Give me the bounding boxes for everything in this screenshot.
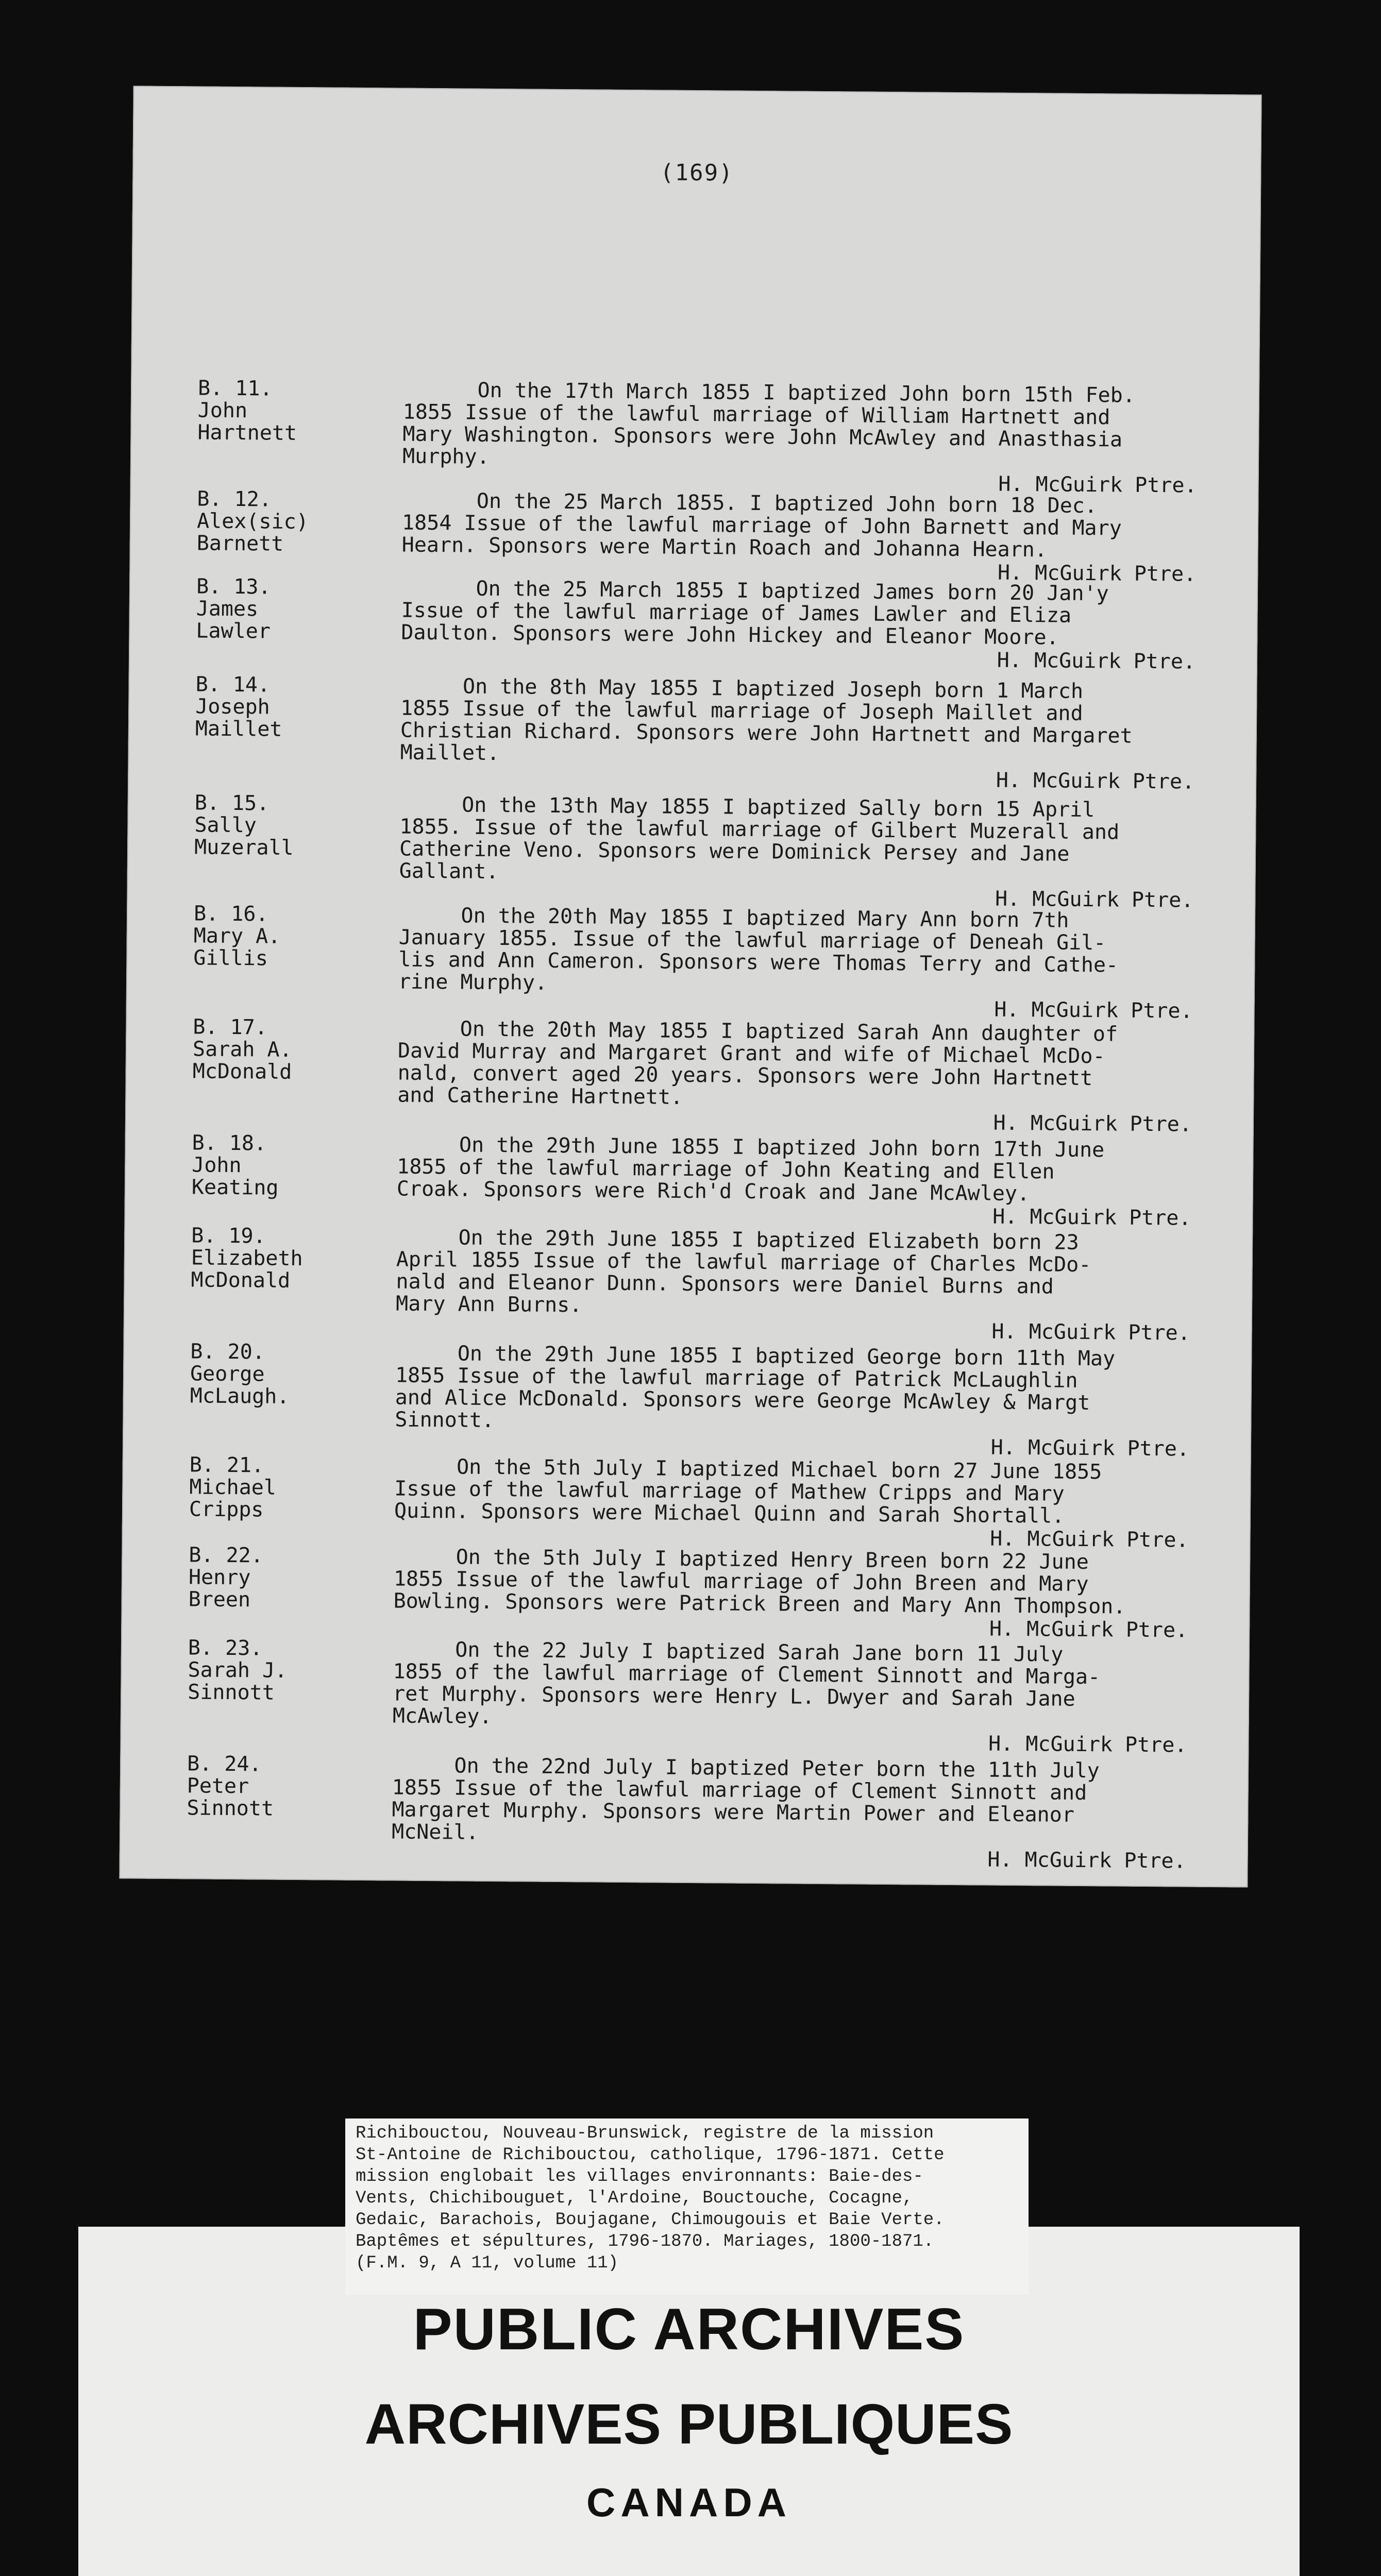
entry-text — [397, 1018, 1202, 1113]
entry-line: Hearn. Sponsors were Martin Roach and Johanna Hearn. — [401, 533, 1048, 562]
entry-margin-note — [192, 1132, 316, 1199]
label-line: mission englobait les villages environnants: Baie-des- — [356, 2167, 923, 2187]
priest-signature: H. McGuirk Ptre. — [998, 472, 1197, 498]
baptism-entry — [131, 376, 1259, 498]
margin-line: John — [192, 1153, 242, 1178]
margin-line: Keating — [191, 1175, 279, 1200]
baptism-entries — [119, 86, 1261, 1887]
entry-line: nald and Eleanor Dunn. Sponsors were Daniel Burns and — [396, 1269, 1054, 1299]
margin-line: Alex(sic) — [196, 509, 309, 534]
margin-line: Elizabeth — [191, 1246, 303, 1271]
margin-line: Henry — [188, 1565, 251, 1590]
entry-line: 1855 Issue of the lawful marriage of Patrick McLaughlin — [395, 1363, 1078, 1393]
entry-line: Issue of the lawful marriage of James Lawler and Eliza — [401, 598, 1072, 628]
register-page — [119, 86, 1261, 1887]
margin-line: B. 15. — [194, 791, 270, 816]
stamp-country: CANADA — [586, 2480, 791, 2525]
label-line: (F.M. 9, A 11, volume 11) — [356, 2253, 619, 2273]
entry-text — [399, 794, 1204, 889]
entry-line: On the 25 March 1855. I baptized John born 18 Dec. — [402, 488, 1098, 518]
entry-line: 1855 of the lawful marriage of John Keating and Ellen — [397, 1155, 1055, 1184]
entry-margin-note — [193, 903, 317, 970]
entry-line: nald, convert aged 20 years. Sponsors were John Hartnett — [397, 1061, 1093, 1091]
margin-line: B. 14. — [195, 672, 271, 697]
entry-line: Mary Washington. Sponsors were John McAwley and Anasthasia — [402, 422, 1123, 452]
entry-text — [402, 490, 1206, 563]
entry-text — [398, 905, 1203, 999]
label-line: Vents, Chichibouguet, l'Ardoine, Bouctouche, Cocagne, — [356, 2189, 913, 2208]
entry-line: On the 17th March 1855 I baptized John born 15th Feb. — [402, 378, 1136, 408]
margin-line: Barnett — [196, 531, 284, 556]
margin-line: B. 23. — [188, 1636, 263, 1660]
entry-text — [401, 578, 1205, 650]
priest-signature: H. McGuirk Ptre. — [997, 561, 1197, 586]
entry-line: Christian Richard. Sponsors were John Hartnett and Margaret — [400, 718, 1133, 748]
entry-line: Margaret Murphy. Sponsors were Martin Power and Eleanor — [392, 1798, 1075, 1827]
entry-line: McAwley. — [392, 1704, 492, 1729]
entry-margin-note — [196, 575, 320, 643]
entry-line: On the 13th May 1855 I baptized Sally born 15 April — [399, 792, 1095, 822]
margin-line: Hartnett — [197, 420, 297, 445]
entry-text — [396, 1227, 1200, 1321]
entry-line: On the 5th July I baptized Michael born 27 June 1855 — [394, 1454, 1102, 1484]
entry-text — [395, 1343, 1199, 1437]
margin-line: McLaugh. — [190, 1384, 290, 1409]
margin-line: Cripps — [189, 1497, 264, 1522]
entry-margin-note — [188, 1637, 312, 1704]
margin-line: B. 12. — [197, 487, 272, 512]
margin-line: B. 24. — [187, 1752, 262, 1776]
margin-line: Sinnott — [188, 1680, 275, 1705]
label-line: St-Antoine de Richibouctou, catholique, 1796-1871. Cette — [356, 2145, 945, 2165]
entry-margin-note — [195, 673, 319, 741]
entry-margin-note — [197, 488, 321, 555]
margin-line: George — [190, 1362, 265, 1386]
entry-line: On the 29th June 1855 I baptized Elizabeth born 23 — [396, 1225, 1079, 1255]
entry-margin-note — [190, 1341, 314, 1408]
margin-line: McDonald — [191, 1268, 291, 1293]
entry-line: 1855 Issue of the lawful marriage of Clement Sinnott and — [392, 1775, 1087, 1805]
entry-margin-note — [188, 1544, 312, 1612]
entry-line: 1855 Issue of the lawful marriage of John Breen and Mary — [393, 1567, 1089, 1597]
margin-line: Sarah J. — [188, 1658, 288, 1683]
margin-line: B. 21. — [189, 1453, 264, 1478]
entry-line: Quinn. Sponsors were Michael Quinn and Sarah Shortall. — [394, 1499, 1065, 1528]
entry-line: and Alice McDonald. Sponsors were George McAwley & Margt — [395, 1385, 1090, 1415]
priest-signature: H. McGuirk Ptre. — [996, 768, 1195, 794]
page-number: (169) — [660, 159, 734, 187]
margin-line: Breen — [188, 1587, 251, 1612]
entry-text — [402, 379, 1207, 474]
entry-line: David Murray and Margaret Grant and wife of Michael McDo- — [397, 1039, 1105, 1069]
margin-line: Joseph — [195, 694, 270, 719]
priest-signature: H. McGuirk Ptre. — [989, 1617, 1188, 1642]
entry-line: Gallant. — [399, 859, 499, 884]
entry-line: Maillet. — [400, 740, 500, 766]
entry-line: Mary Ann Burns. — [395, 1292, 582, 1317]
margin-line: B. 17. — [193, 1015, 268, 1040]
margin-line: B. 18. — [192, 1131, 267, 1156]
margin-line: B. 13. — [196, 574, 271, 599]
entry-margin-note — [189, 1454, 313, 1521]
priest-signature: H. McGuirk Ptre. — [992, 1205, 1191, 1230]
entry-line: Croak. Sponsors were Rich'd Croak and Jane McAwley. — [396, 1177, 1030, 1206]
margin-line: Gillis — [193, 946, 268, 971]
entry-margin-note — [191, 1225, 315, 1292]
margin-line: Maillet — [195, 717, 282, 741]
priest-signature: H. McGuirk Ptre. — [994, 997, 1193, 1023]
entry-line: Murphy. — [402, 444, 490, 469]
catalogue-label-text — [356, 2123, 1021, 2274]
priest-signature: H. McGuirk Ptre. — [990, 1527, 1189, 1552]
margin-line: Sally — [194, 813, 257, 838]
margin-line: Lawler — [196, 619, 271, 643]
entry-line: ret Murphy. Sponsors were Henry L. Dwyer and Sarah Jane — [393, 1682, 1075, 1711]
margin-line: B. 22. — [189, 1543, 263, 1568]
entry-margin-note — [187, 1753, 311, 1820]
entry-line: Issue of the lawful marriage of Mathew Cripps and Mary — [394, 1477, 1065, 1506]
entry-line: 1855 Issue of the lawful marriage of Joseph Maillet and — [400, 696, 1083, 725]
entry-line: On the 20th May 1855 I baptized Sarah Ann daughter of — [398, 1016, 1118, 1046]
margin-line: James — [196, 597, 259, 621]
stamp-title-en: PUBLIC ARCHIVES — [413, 2297, 965, 2362]
priest-signature: H. McGuirk Ptre. — [988, 1732, 1187, 1757]
entry-line: 1855 Issue of the lawful marriage of William Hartnett and — [402, 400, 1110, 430]
entry-text — [394, 1456, 1199, 1529]
entry-line: On the 22 July I baptized Sarah Jane born 11 July — [393, 1637, 1064, 1667]
entry-line: Bowling. Sponsors were Patrick Breen and Mary Ann Thompson. — [393, 1589, 1126, 1619]
margin-line: Sinnott — [187, 1796, 274, 1821]
entry-line: On the 29th June 1855 I baptized George born 11th May — [395, 1341, 1116, 1371]
entry-line: April 1855 Issue of the lawful marriage of Charles McDo- — [396, 1247, 1091, 1277]
entry-margin-note — [194, 792, 318, 859]
entry-margin-note — [193, 1016, 317, 1083]
entry-text — [393, 1546, 1198, 1619]
entry-line: and Catherine Hartnett. — [397, 1083, 683, 1109]
entry-line: On the 8th May 1855 I baptized Joseph born 1 March — [400, 674, 1084, 703]
entry-line: 1855. Issue of the lawful marriage of Gilbert Muzerall and — [399, 815, 1120, 844]
priest-signature: H. McGuirk Ptre. — [990, 1435, 1190, 1461]
entry-line: On the 20th May 1855 I baptized Mary Ann born 7th — [398, 903, 1069, 933]
entry-line: January 1855. Issue of the lawful marriage of Deneah Gil- — [398, 925, 1106, 955]
margin-line: McDonald — [192, 1059, 292, 1084]
entry-line: Sinnott. — [395, 1408, 495, 1433]
label-line: Richibouctou, Nouveau-Brunswick, registre de la mission — [356, 2124, 934, 2143]
entry-line: lis and Ann Cameron. Sponsors were Thomas Terry and Cathe- — [398, 947, 1119, 977]
entry-line: On the 25 March 1855 I baptized James born 20 Jan'y — [401, 576, 1109, 606]
priest-signature: H. McGuirk Ptre. — [997, 648, 1196, 674]
priest-signature: H. McGuirk Ptre. — [987, 1848, 1186, 1873]
margin-line: Sarah A. — [192, 1037, 292, 1062]
baptism-entry — [129, 672, 1257, 794]
margin-line: Michael — [189, 1475, 277, 1500]
entry-text — [400, 675, 1204, 770]
label-line: Gedaic, Barachois, Boujagane, Chimougouis et Baie Verte. — [356, 2210, 945, 2230]
entry-text — [397, 1134, 1201, 1207]
entry-line: On the 29th June 1855 I baptized John born 17th June — [397, 1132, 1105, 1162]
entry-text — [392, 1755, 1196, 1850]
margin-line: B. 19. — [191, 1224, 266, 1248]
entry-margin-note — [197, 377, 322, 445]
margin-line: Peter — [187, 1774, 249, 1799]
margin-line: Muzerall — [194, 835, 294, 860]
margin-line: Mary A. — [193, 924, 281, 948]
priest-signature: H. McGuirk Ptre. — [995, 887, 1194, 912]
priest-signature: H. McGuirk Ptre. — [991, 1319, 1190, 1345]
entry-line: 1855 of the lawful marriage of Clement Sinnott and Marga- — [393, 1659, 1101, 1689]
entry-line: McNeil. — [391, 1820, 479, 1844]
margin-line: B. 16. — [193, 902, 268, 926]
margin-line: B. 11. — [197, 376, 273, 401]
priest-signature: H. McGuirk Ptre. — [993, 1111, 1192, 1137]
entry-line: On the 5th July I baptized Henry Breen born 22 June — [394, 1545, 1089, 1574]
entry-line: Daulton. Sponsors were John Hickey and Eleanor Moore. — [401, 620, 1059, 650]
margin-line: B. 20. — [190, 1340, 265, 1364]
label-line: Baptêmes et sépultures, 1796-1870. Mariages, 1800-1871. — [356, 2232, 934, 2251]
entry-line: On the 22nd July I baptized Peter born the 11th July — [392, 1753, 1100, 1783]
margin-line: John — [197, 398, 248, 423]
entry-line: rine Murphy. — [398, 970, 548, 995]
entry-line: 1854 Issue of the lawful marriage of John Barnett and Mary — [401, 511, 1122, 540]
entry-line: Catherine Veno. Sponsors were Dominick Persey and Jane — [399, 837, 1070, 866]
stamp-title-fr: ARCHIVES PUBLIQUES — [364, 2393, 1014, 2456]
entry-text — [393, 1639, 1197, 1734]
catalogue-label — [345, 2119, 1029, 2295]
